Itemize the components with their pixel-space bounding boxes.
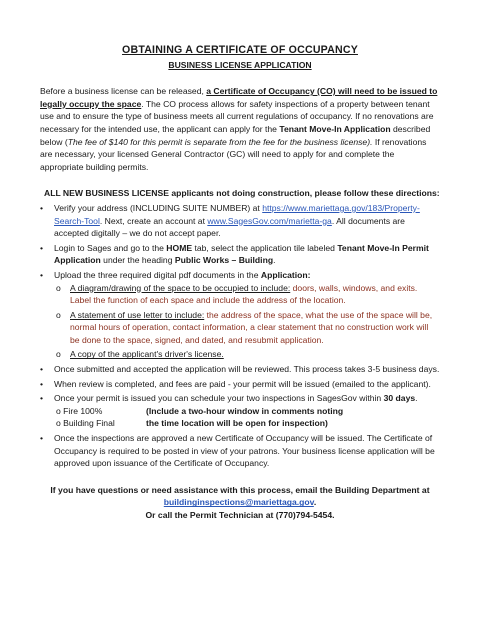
step-text: under the heading: [100, 255, 175, 266]
step-text: .: [273, 255, 276, 266]
deadline-days: 30 days: [383, 393, 416, 404]
step-text: tab, select the application tile labeled: [192, 242, 338, 253]
document-diagram: [56, 282, 440, 307]
step-text: Verify your address (INCLUDING SUITE NUMBER) at: [54, 202, 263, 213]
contact-line-1: If you have questions or need assistance with this process, email the Building Department at: [50, 484, 430, 495]
directions-heading: ALL NEW BUSINESS LICENSE applicants not doing construction, please follow these directions:: [44, 188, 440, 199]
step-login: [40, 242, 440, 267]
step-text: Once your permit is issued you can schedule your two inspections in SagesGov within: [54, 393, 384, 404]
document-drivers-license: [56, 348, 440, 361]
intro-text-7: If renovations are necessary, your licensed General Contractor (GC) will need to apply for and complete the appropriate building permits.: [40, 136, 427, 172]
inspection-building-row: [54, 417, 440, 430]
building-email-link[interactable]: buildinginspections@mariettaga.gov: [163, 497, 314, 508]
page-subtitle: BUSINESS LICENSE APPLICATION: [168, 59, 312, 70]
intro-text-1: Before a business license can be released,: [40, 86, 207, 97]
intro-text-5: described below (: [40, 123, 431, 147]
application-label: Application:: [260, 269, 311, 280]
doc-title: A statement of use letter to include:: [70, 309, 205, 320]
inspection-note-2: the time location will be open for inspection): [146, 418, 328, 429]
step-text: . Next, create an account at: [99, 215, 208, 226]
step-review: • Once submitted and accepted the application will be reviewed. This process takes 3-5 business days.: [40, 363, 440, 376]
step-text: Upload the three required digital pdf documents in the: [54, 269, 261, 280]
step-text: Login to Sages and go to the: [54, 242, 167, 253]
home-tab-label: HOME: [166, 242, 193, 253]
step-text: .: [415, 393, 418, 404]
step-certificate-issued: • Once the inspections are approved a new Certificate of Occupancy will be issued. The Certificate of Occupancy is required to be posted in view of your patrons. Your business license application will be approved upon issuance of the Certificate of Occupancy.: [40, 432, 440, 470]
contact-line-3: Or call the Permit Technician at (770)794-5454.: [145, 510, 335, 520]
doc-title: A copy of the applicant's driver's license.: [70, 349, 224, 360]
property-search-link[interactable]: https://www.mariettaga.gov/183/Property-Search-Tool: [54, 202, 420, 226]
step-schedule-inspections: [40, 392, 440, 430]
intro-paragraph: [40, 85, 440, 173]
contact-punct: .: [313, 497, 317, 508]
required-documents-list: [54, 282, 440, 362]
public-works-heading-label: Public Works – Building: [174, 255, 274, 266]
document-statement-of-use: [56, 309, 440, 347]
doc-description: the address of the space, what the use of the space will be, normal hours of operation, contact information, a clear statement that no construction work will be done to the space, signed, and dated, and resubmit application.: [70, 309, 433, 345]
intro-fee-note: The fee of $140 for this permit is separate from the fee for the business license).: [67, 136, 373, 147]
step-verify-address: [40, 202, 440, 240]
step-text: . All documents are accepted digitally – we do not accept paper.: [54, 215, 405, 239]
step-permit-issued: • When review is completed, and fees are paid - your permit will be issued (emailed to the applicant).: [40, 378, 440, 391]
doc-description: doors, walls, windows, and exits. Label the function of each space and include the address of the location.: [70, 282, 418, 306]
page-title: OBTAINING A CERTIFICATE OF OCCUPANCY: [122, 44, 358, 56]
inspection-fire-row: [54, 405, 440, 418]
doc-title: A diagram/drawing of the space to be occupied to include:: [70, 282, 291, 293]
intro-text-3: . The CO process allows for safety inspections of a property between tenant use and to ensure the type of business meets all current regulations of occupancy. If no renovations are necessary for the intended use, the applicant can apply for the: [40, 98, 434, 134]
step-upload-documents: [40, 269, 440, 361]
inspection-fire: o Fire 100%: [56, 405, 103, 416]
intro-application-name: Tenant Move-In Application: [279, 123, 391, 134]
inspection-note-1: (Include a two-hour window in comments noting: [146, 405, 344, 416]
inspection-building: o Building Final: [56, 418, 115, 429]
contact-footer: [40, 484, 440, 522]
contact-line-2: [40, 496, 440, 509]
directions-list: [40, 202, 440, 470]
tenant-move-in-tile-label: Tenant Move-In Permit Application: [54, 242, 429, 266]
intro-co-requirement: a Certificate of Occupancy (CO) will need to be issued to legally occupy the space: [40, 86, 438, 109]
sagesgov-link[interactable]: www.SagesGov.com/marietta-ga: [207, 215, 332, 226]
